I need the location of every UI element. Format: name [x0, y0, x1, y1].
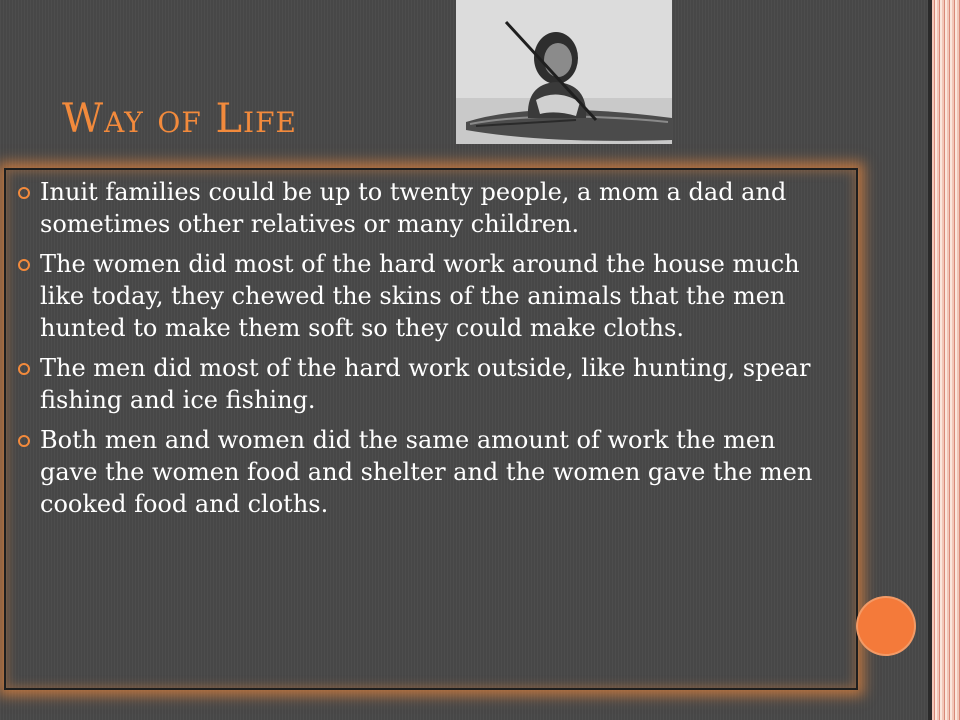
bullet-text: Both men and women did the same amount of work the men gave the women food and shelter and the women gave the men cooked food and cloths.	[40, 426, 813, 518]
bullet-text: Inuit families could be up to twenty people, a mom a dad and sometimes other relatives or many children.	[40, 178, 787, 238]
decorative-side-band	[932, 0, 960, 720]
bullet-circle-icon	[18, 363, 30, 375]
bullet-circle-icon	[18, 435, 30, 447]
list-item	[14, 248, 834, 344]
list-item	[14, 352, 834, 416]
decorative-orange-circle	[858, 598, 914, 654]
slide-title: Way of Life	[62, 96, 297, 142]
historical-photo	[456, 0, 672, 144]
bullet-circle-icon	[18, 187, 30, 199]
list-item	[14, 424, 834, 520]
bullet-circle-icon	[18, 259, 30, 271]
bullet-text: The women did most of the hard work around the house much like today, they chewed the skins of the animals that the men hunted to make them soft so they could make cloths.	[40, 250, 800, 342]
list-item	[14, 176, 834, 240]
person-in-kayak-image	[456, 0, 672, 144]
bullet-text: The men did most of the hard work outside, like hunting, spear fishing and ice fishing.	[40, 354, 811, 414]
bullet-list	[14, 176, 834, 528]
